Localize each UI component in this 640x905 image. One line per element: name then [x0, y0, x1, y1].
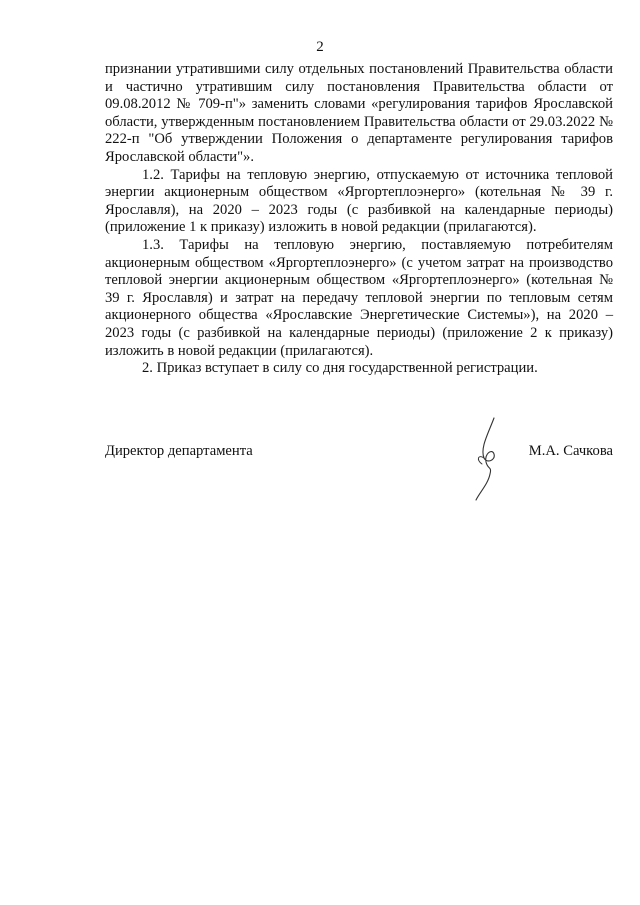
paragraph-1-2: 1.2. Тарифы на тепловую энергию, отпускаемую от источника тепловой энергии акционерным обществом «Яргортеплоэнерго» (котельная № 39 г. Ярославля), на 2020 – 2023 годы (с разбивкой на календарные периоды) (приложение 1 к приказу) изложить в новой редакции (прилагаются). — [105, 166, 613, 236]
document-body — [105, 61, 613, 378]
signatory-name: М.А. Сачкова — [528, 443, 613, 459]
page-number: 2 — [316, 39, 324, 55]
paragraph-1-3: 1.3. Тарифы на тепловую энергию, поставляемую потребителям акционерным обществом «Яргортеплоэнерго» (с учетом затрат на производство тепловой энергии акционерным обществом «Яргортеплоэнерго» (котельная № 39 г. Ярославля) и затрат на передачу тепловой энергии по тепловым сетям акционерного общества «Ярославские Энергетические Системы»), на 2020 – 2023 годы (с разбивкой на календарные периоды) (приложение 2 к приказу) изложить в новой редакции (прилагаются). — [105, 236, 613, 359]
signatory-title: Директор департамента — [105, 443, 253, 459]
paragraph-continuation: признании утратившими силу отдельных постановлений Правительства области и частично утратившим силу постановления Правительства области от 09.08.2012 № 709-п"» заменить словами «регулирования тарифов Ярославской области, утвержденным постановлением Правительства области от 29.03.2022 № 222-п "Об утверждении Положения о департаменте регулирования тарифов Ярославской области"». — [105, 61, 613, 165]
handwritten-signature-icon — [470, 414, 510, 504]
paragraph-2: 2. Приказ вступает в силу со дня государственной регистрации. — [142, 360, 538, 377]
signature-block — [105, 442, 613, 502]
